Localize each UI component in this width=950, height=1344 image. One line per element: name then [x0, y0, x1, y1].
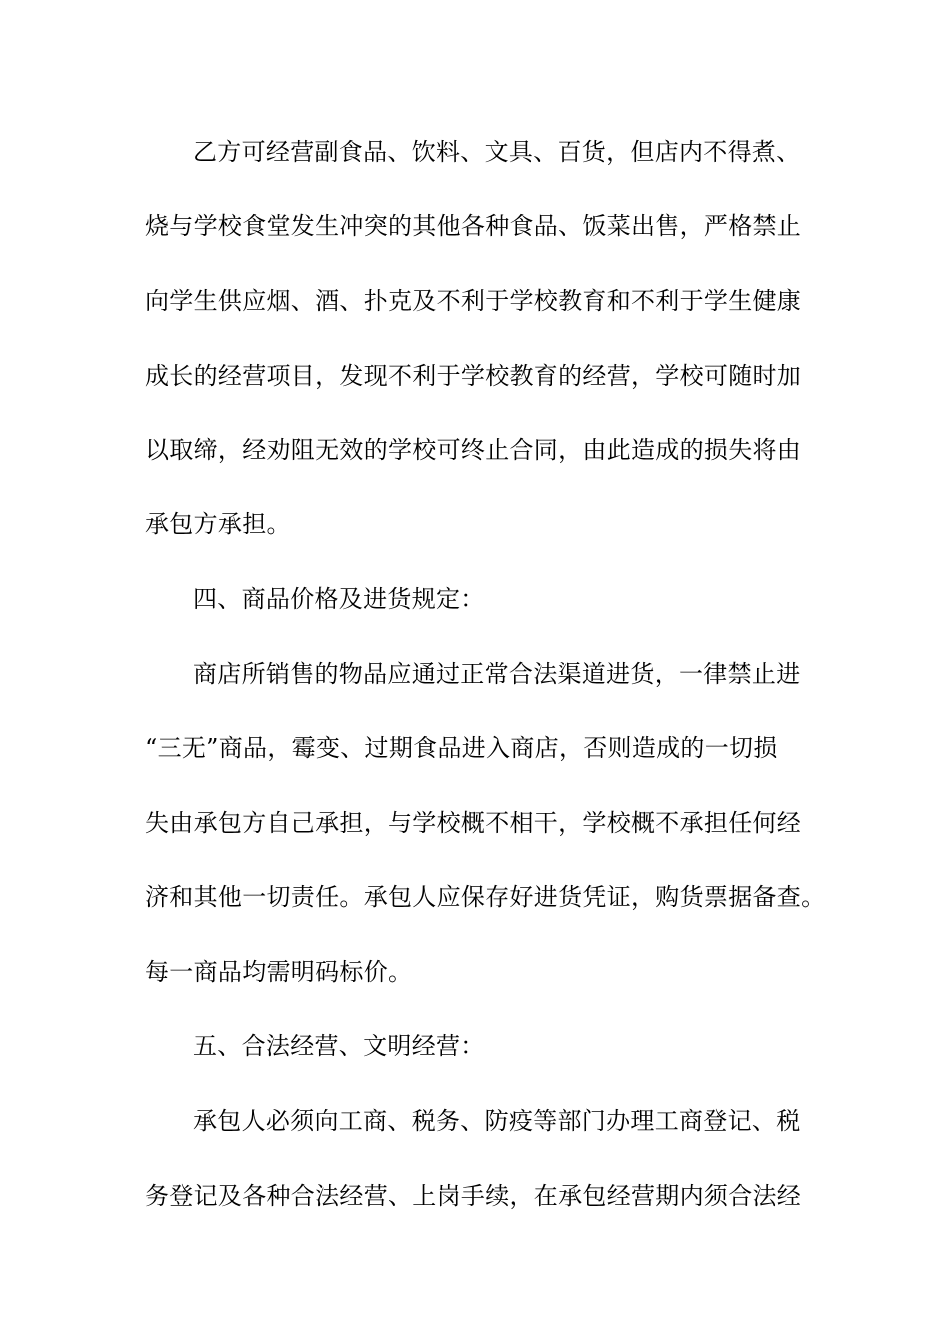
text-line: 乙方可经营副食品、饮料、文具、百货，但店内不得煮、 [193, 138, 801, 166]
text-line: 每一商品均需明码标价。 [145, 958, 413, 986]
text-line: 烧与学校食堂发生冲突的其他各种食品、饭菜出售，严格禁止 [145, 212, 802, 240]
text-line: 以取缔，经劝阻无效的学校可终止合同，由此造成的损失将由 [145, 436, 802, 464]
text-line: 务登记及各种合法经营、上岗手续，在承包经营期内须合法经 [145, 1182, 802, 1210]
text-line: 承包人必须向工商、税务、防疫等部门办理工商登记、税 [193, 1107, 801, 1135]
text-line: “三无”商品，霉变、过期食品进入商店，否则造成的一切损 [145, 734, 778, 762]
text-line: 承包方承担。 [145, 510, 291, 538]
text-line: 成长的经营项目，发现不利于学校教育的经营，学校可随时加 [145, 362, 802, 390]
section-heading: 五、合法经营、文明经营： [193, 1032, 485, 1060]
section-heading: 四、商品价格及进货规定： [193, 585, 485, 613]
text-line: 济和其他一切责任。承包人应保存好进货凭证，购货票据备查。 [145, 883, 826, 911]
text-line: 商店所销售的物品应通过正常合法渠道进货，一律禁止进 [193, 660, 801, 688]
text-line: 失由承包方自己承担，与学校概不相干，学校概不承担任何经 [145, 809, 802, 837]
text-line: 向学生供应烟、酒、扑克及不利于学校教育和不利于学生健康 [145, 287, 802, 315]
